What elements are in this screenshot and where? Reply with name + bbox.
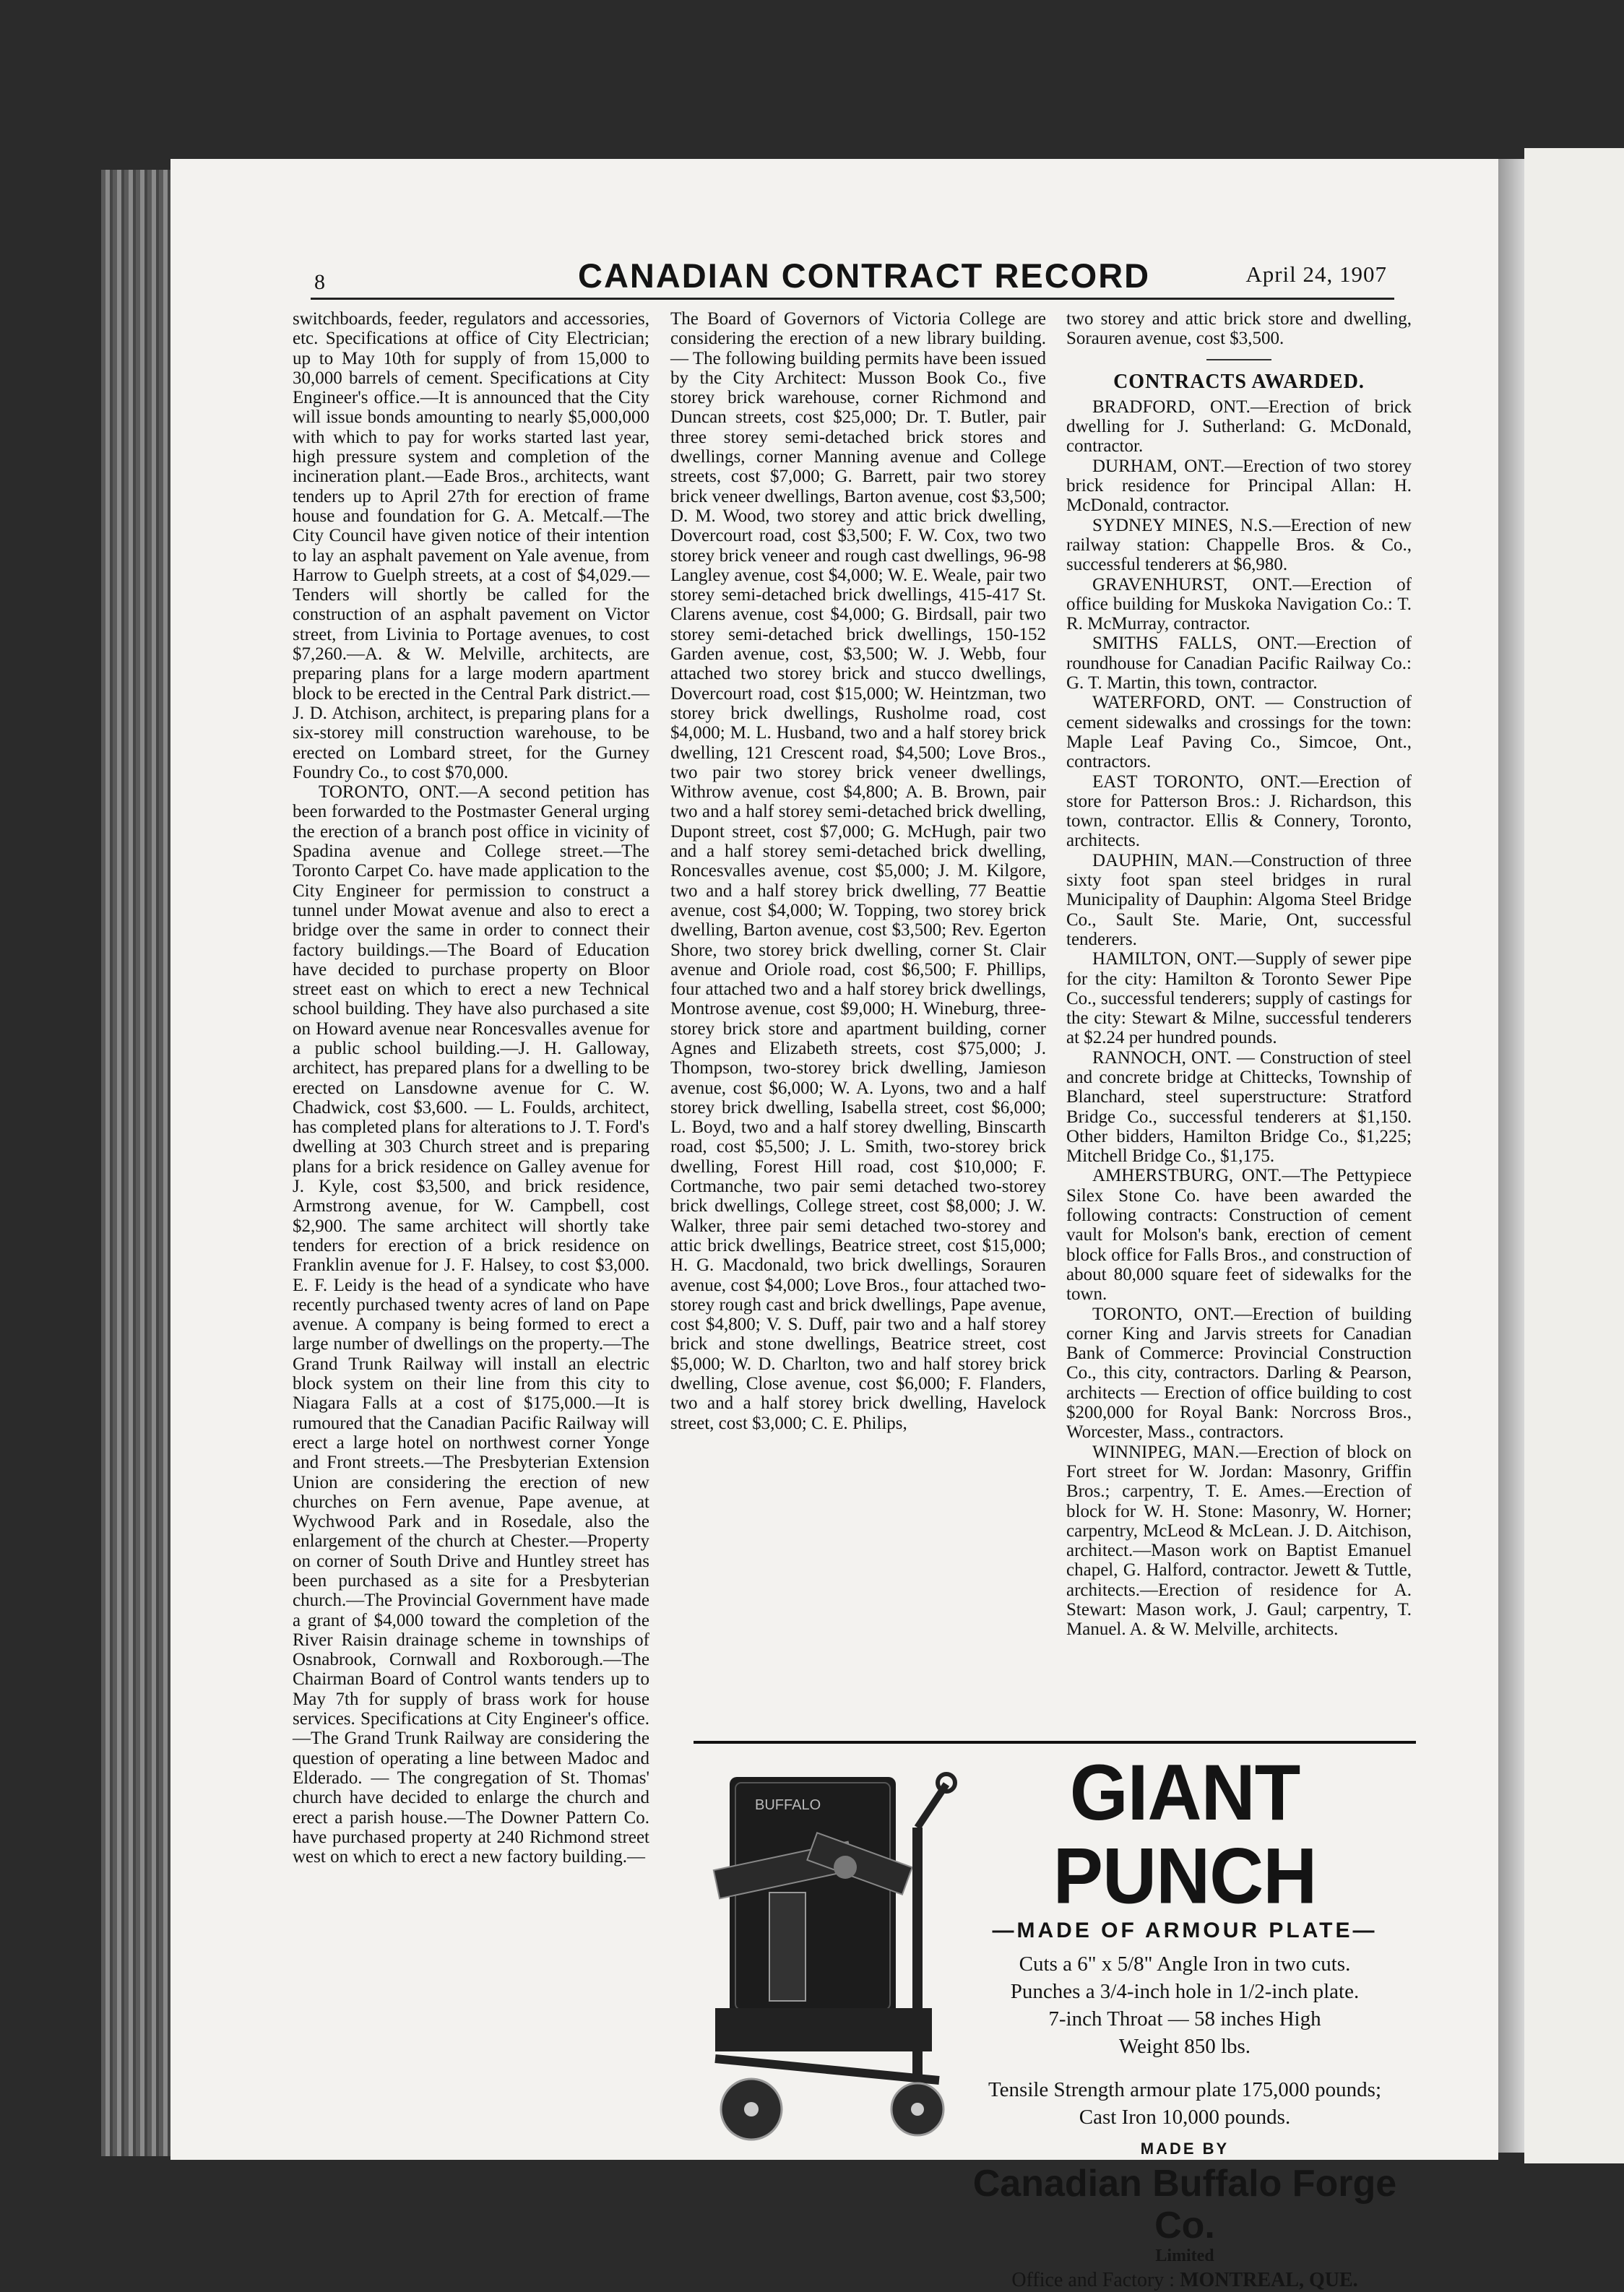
issue-date: April 24, 1907 [1245, 261, 1387, 287]
column-2 [670, 309, 1046, 1739]
ad-specs [954, 1950, 1416, 2060]
ad-company: Canadian Buffalo Forge Co. [972, 2163, 1397, 2246]
advertisement [694, 1741, 1423, 2291]
contracts-awarded-title: CONTRACTS AWARDED. [1113, 370, 1365, 393]
page-gutter [1498, 159, 1524, 2153]
contract-entry: SYDNEY MINES, N.S.—Erection of new railway station: Chappelle Bros. & Co., successful tenderers at $6,980. [1066, 515, 1412, 575]
masthead: CANADIAN CONTRACT RECORD [578, 256, 1151, 295]
ad-tensile-line: Tensile Strength armour plate 175,000 pounds; [988, 2078, 1382, 2101]
contract-entry: RANNOCH, ONT. — Construction of steel and concrete bridge at Chittecks, Township of Blanchard, steel superstructure: Stratford Bridge Co., successful tenderers at $1,150. Other bidders, Hamilton Bridge Co., $1,225; Mitchell Bridge Co., $1,175. [1066, 1047, 1412, 1167]
ad-spec-line: Weight 850 lbs. [1118, 2035, 1251, 2058]
contract-entry: TORONTO, ONT.—Erection of building corner King and Jarvis streets for Canadian Bank of Commerce: Provincial Construction Co., this city, contractors. Darling & Pearson, architects — Erection of office building to cost $200,000 for Royal Bank: Norcross Bros., Worcester, Mass., contractors. [1066, 1304, 1412, 1443]
ad-copy [954, 1749, 1416, 2292]
ad-headline: GIANT PUNCH [1053, 1749, 1317, 1921]
column-1 [293, 309, 649, 2158]
contract-entry: DAUPHIN, MAN.—Construction of three sixty foot span steel bridges in rural Municipality of Dauphin: Algoma Steel Bridge Co., Sault Ste. Marie, Ont, successful tenderers. [1066, 850, 1412, 949]
page-number: 8 [314, 270, 325, 294]
contract-entry: WINNIPEG, MAN.—Erection of block on Fort street for W. Jordan: Masonry, Griffin Bros.; carpentry, T. E. Ames.—Erection of block for W. H. Stone: Masonry, W. Horner; carpentry, McLeod & McLean. J. D. Aitchison, architect.—Mason work on Baptist Emanuel chapel, G. Halford, contractor. Jewett & Tuttle, architects.—Erection of residence for A. Stewart: Mason work, J. Gaul; carpentry, T. Manuel. A. & W. Melville, architects. [1066, 1442, 1412, 1640]
section-divider [1206, 359, 1271, 360]
book-spine [101, 170, 173, 2156]
machine-label: BUFFALO [755, 1797, 821, 1813]
punch-machine-illustration [701, 1770, 961, 2145]
header-rule [311, 298, 1394, 300]
ad-office-label: Office and Factory : [1011, 2269, 1175, 2291]
ad-spec-line: 7-inch Throat — 58 inches High [1048, 2007, 1321, 2031]
contract-entry: DURHAM, ONT.—Erection of two storey brick residence for Principal Allan: H. McDonald, contractor. [1066, 456, 1412, 516]
column-3 [1066, 309, 1412, 1725]
ad-office [954, 2269, 1416, 2292]
column-1-paragraph: TORONTO, ONT.—A second petition has been forwarded to the Postmaster General urging the erection of a branch post office in vicinity of Spadina avenue and College street.—The Toronto Carpet Co. have made application to the City Engineer for permission to construct a tunnel under Mowat avenue and also to erect a bridge over the same in order to connect their factory buildings.—The Board of Education have decided to purchase property on Bloor street east on which to erect a new Technical school building. They have also purchased a site on Howard avenue near Roncesvalles avenue for a public school building.—J. H. Galloway, architect, has prepared plans for a dwelling to be erected on Lansdowne avenue for C. W. Chadwick, cost $3,600. — L. Foulds, architect, has completed plans for alterations to J. T. Ford's dwelling at 303 Church street and is preparing plans for a brick residence on Galley avenue for J. Kyle, cost $3,500, and brick residence, Armstrong avenue, for W. Campbell, cost $2,900. The same architect will shortly take tenders for erection of a brick residence on Franklin avenue for J. F. Halsey, to cost $3,000. E. F. Leidy is the head of a syndicate who have recently purchased twenty acres of land on Pape avenue. A company is being formed to erect a large number of dwellings on the property.—The Grand Trunk Railway will install an electric block system on their line from this city to Niagara Falls at a cost of $175,000.—It is rumoured that the Canadian Pacific Railway will erect a large hotel on northwest corner Yonge and Front streets.—The Presbyterian Extension Union are considering the erection of new churches on Fern avenue, Pape avenue, at Wychwood Park and in Rosedale, also the enlargement of the church at Chester.—Property on corner of South Drive and Huntley street has been purchased as a site for a Presbyterian church.—The Provincial Government have made a grant of $4,000 toward the completion of the River Raisin drainage scheme in townships of Osnabrook, Cornwall and Roxborough.—The Chairman Board of Control wants tenders up to May 7th for supply of brass work for house services. Specifications at City Engineer's office.—The Grand Trunk Railway are considering the question of operating a line between Madoc and Elderado. — The congregation of St. Thomas' church have decided to enlarge the church and erect a parish house.—The Downer Pattern Co. have purchased property at 240 Richmond street west on which to erect a new factory building.— [293, 782, 649, 1867]
ad-subhead: —MADE OF ARMOUR PLATE— [992, 1919, 1378, 1942]
contract-entry: SMITHS FALLS, ONT.—Erection of roundhouse for Canadian Pacific Railway Co.: G. T. Martin, this town, contractor. [1066, 633, 1412, 693]
page-header [289, 254, 1401, 298]
ad-made-by: MADE BY [1140, 2140, 1230, 2158]
contract-entry: AMHERSTBURG, ONT.—The Pettypiece Silex Stone Co. have been awarded the following contracts: Construction of cement vault for Molson's bank, erection of cement block office for Falls Bros., and construction of about 80,000 square feet of sidewalks for the town. [1066, 1166, 1412, 1305]
column-2-paragraph: The Board of Governors of Victoria College are considering the erection of a new library building. — The following building permits have been issued by the City Architect: Musson Book Co., five storey brick warehouse, corner Richmond and Duncan streets, cost $25,000; Dr. T. Butler, pair three storey semi-detached brick stores and dwellings, corner Manning avenue and College streets, cost $7,000; G. Barrett, pair two storey brick veneer dwellings, Barton avenue, cost $3,500; D. M. Wood, two storey and attic brick dwelling, Dovercourt road, cost $3,500; F. W. Cox, two two storey brick veneer and rough cast dwellings, 96-98 Langley avenue, cost $4,000; W. E. Weale, pair two storey semi-detached brick dwellings, 415-417 St. Clarens avenue, cost $4,000; G. Birdsall, pair two storey semi-detached brick dwellings, 150-152 Garden avenue, cost, $3,500; W. J. Webb, four attached two storey brick and stucco dwellings, Dovercourt road, cost $15,000; W. Heintzman, two storey brick dwellings, Rusholme road, cost $4,000; M. L. Husband, two and a half storey brick dwelling, 121 Crescent road, $4,500; Love Bros., two pair two storey brick veneer dwellings, Withrow avenue, cost $4,800; A. B. Brown, pair two and a half storey semi-detached brick dwelling, Dupont street, cost $7,000; G. McHugh, pair two and a half storey semi-detached brick dwelling, Roncesvalles avenue, cost $5,000; J. M. Kilgore, two and a half storey brick dwelling, 77 Beattie avenue, cost $4,000; W. Topping, two storey brick dwelling, Barton avenue, cost $3,500; Rev. Egerton Shore, two storey brick dwelling, corner St. Clair avenue and Oriole road, cost $6,500; F. Phillips, four attached two and a half storey brick dwellings, Montrose avenue, cost $9,000; H. Wineburg, three-storey brick store and apartment building, corner Agnes and Elizabeth streets, cost $75,000; J. Thompson, two-storey brick dwelling, Jamieson avenue, cost $6,000; W. A. Lyons, two and a half storey brick dwelling, Isabella street, cost $6,000; L. Boyd, two and a half storey dwelling, Binscarth road, cost $5,500; J. L. Smith, two-storey brick dwelling, Forest Hill road, cost $10,000; F. Cortmanche, two pair semi detached two-storey brick dwellings, College street, cost $8,000; J. W. Walker, three pair semi detached two-storey and attic brick dwellings, Beatrice street, cost $15,000; H. G. Macdonald, two brick dwellings, Sorauren avenue, cost $4,000; Love Bros., four attached two-storey rough cast and brick dwellings, Pape avenue, cost $4,800; V. S. Duff, pair two and a half storey brick and stone dwellings, Beatrice street, cost $5,000; W. D. Charlton, two and half storey brick dwelling, Close avenue, cost $6,000; F. Flanders, two and a half storey brick dwelling, Havelock street, cost $3,000; C. E. Philips, [670, 309, 1046, 1433]
column-3-continuation: two storey and attic brick store and dwelling, Sorauren avenue, cost $3,500. [1066, 309, 1412, 349]
ad-limited: Limited [1155, 2246, 1214, 2265]
column-1-paragraph: switchboards, feeder, regulators and accessories, etc. Specifications at office of City Electrician; up to May 10th for supply of from 15,000 to 30,000 barrels of cement. Specifications at City Engineer's office.—It is announced that the City will issue bonds amounting to nearly $5,000,000 with which to pay for works started last year, high pressure system and completion of the incineration plant.—Eade Bros., architects, want tenders up to April 27th for erection of frame house and foundation for G. A. Metcalf.—The City Council have given notice of their intention to lay an asphalt pavement on Yale avenue, from Harrow to Guelph streets, at a cost of $4,029.—Tenders will shortly be called for the construction of an asphalt pavement on Victor street, from Livinia to Portage avenues, to cost $7,260.—A. & W. Melville, architects, are preparing plans for a large modern apartment block to be erected in the Central Park district.—J. D. Atchison, architect, is preparing plans for a six-storey mill construction warehouse, to be erected on Lombard street, for the Gurney Foundry Co., to cost $70,000. [293, 309, 649, 782]
contract-entry: WATERFORD, ONT. — Construction of cement sidewalks and crossings for the town: Maple Leaf Paving Co., Simcoe, Ont., contractors. [1066, 693, 1412, 772]
contract-entry: EAST TORONTO, ONT.—Erection of store for Patterson Bros.: J. Richardson, this town, contractor. Ellis & Connery, Toronto, architects. [1066, 771, 1412, 851]
ad-spec-line: Cuts a 6" x 5/8" Angle Iron in two cuts. [1019, 1952, 1351, 1976]
ad-top-rule [694, 1741, 1416, 1744]
next-page-edge [1524, 148, 1624, 2163]
ad-tensile [954, 2076, 1416, 2131]
ad-spec-line: Punches a 3/4-inch hole in 1/2-inch plate. [1010, 1980, 1360, 2003]
contract-entry: GRAVENHURST, ONT.—Erection of office building for Muskoka Navigation Co.: T. R. McMurray, contractor. [1066, 574, 1412, 634]
contract-entry: HAMILTON, ONT.—Supply of sewer pipe for the city: Hamilton & Toronto Sewer Pipe Co., successful tenderers; supply of castings for the city: Stewart & Milne, successful tenderers at $2.24 per hundred pounds. [1066, 949, 1412, 1048]
ad-office-location: MONTREAL, QUE. [1180, 2269, 1358, 2291]
ad-tensile-line: Cast Iron 10,000 pounds. [1079, 2106, 1291, 2129]
contract-entry: BRADFORD, ONT.—Erection of brick dwelling for J. Sutherland: G. McDonald, contractor. [1066, 397, 1412, 457]
